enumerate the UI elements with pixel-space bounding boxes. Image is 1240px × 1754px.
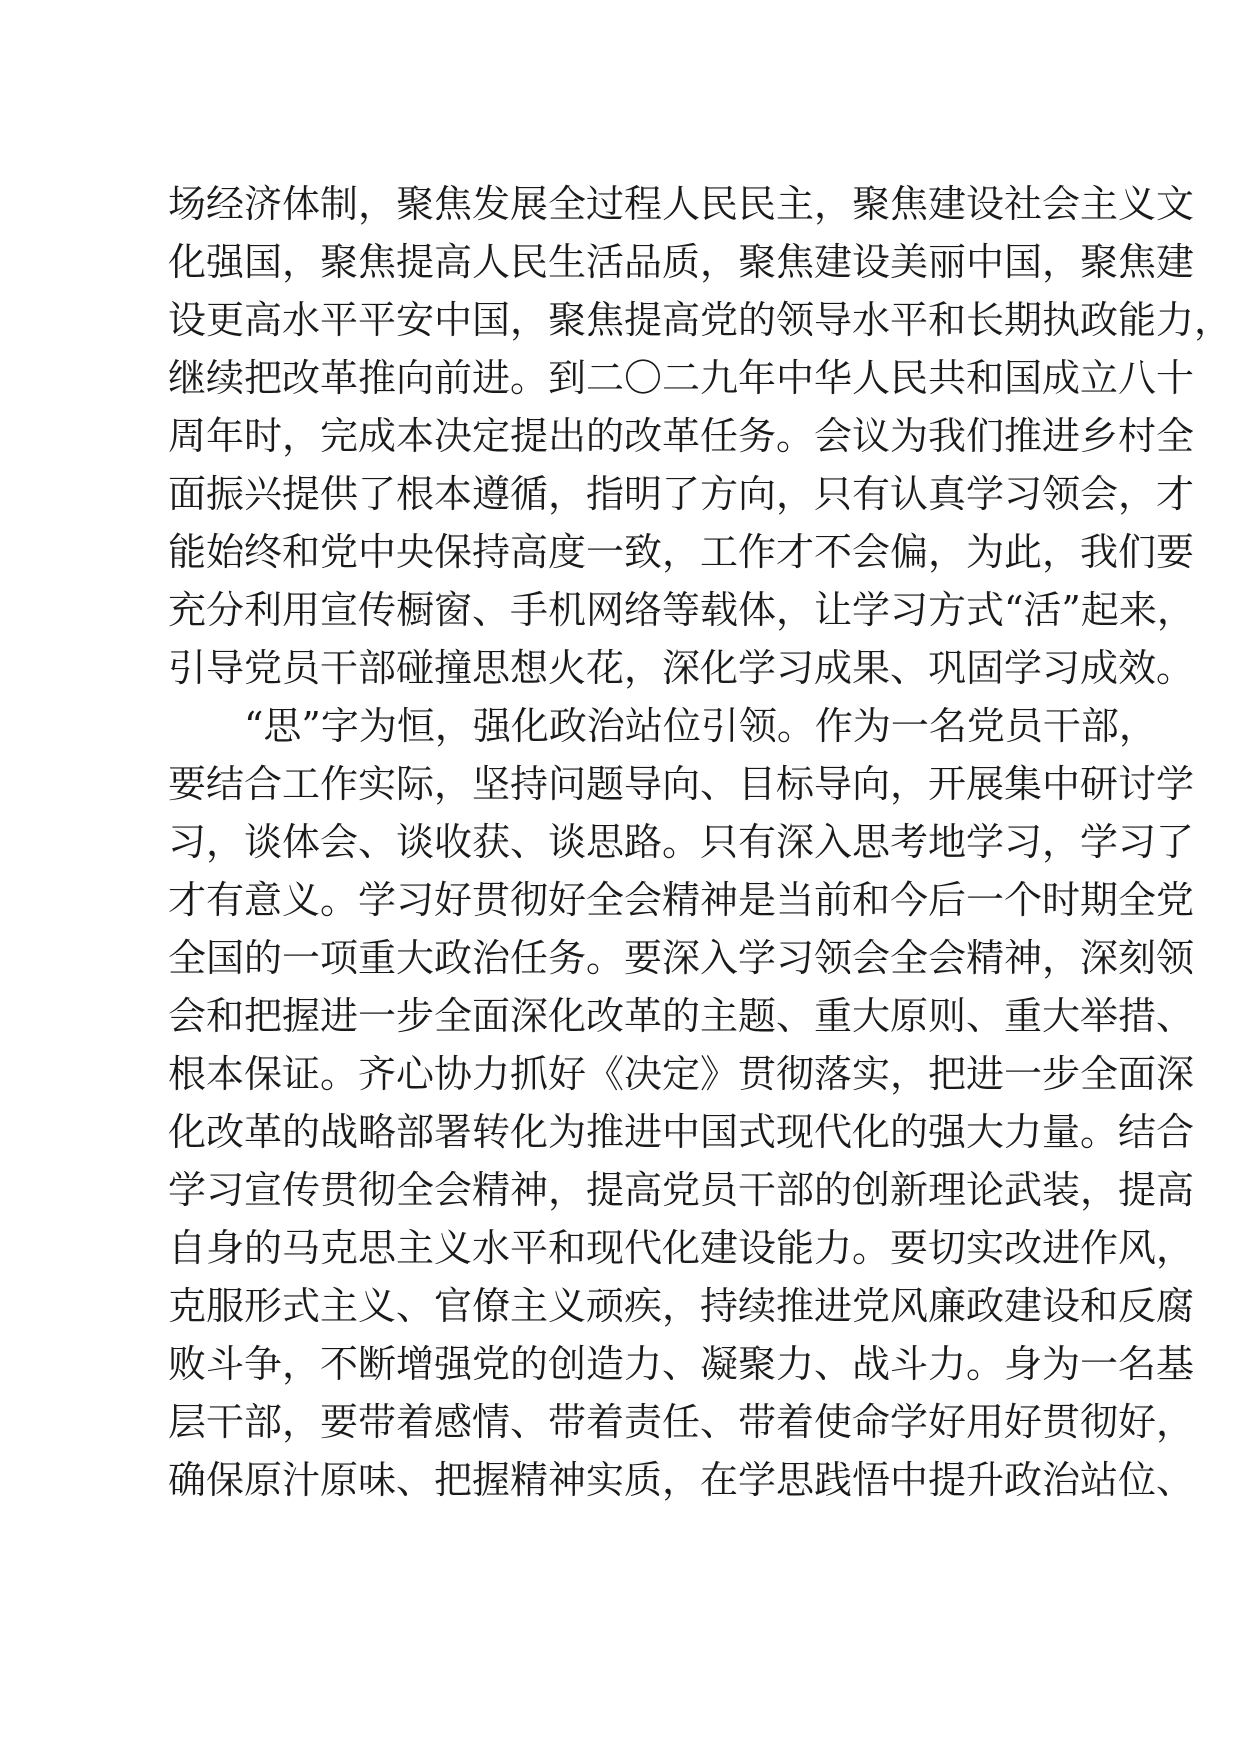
text-line: 全国的一项重大政治任务。要深入学习领会全会精神，深刻领 [168,936,1195,980]
text-line: 能始终和党中央保持高度一致，工作才不会偏，为此，我们要 [168,530,1195,574]
text-line: 会和把握进一步全面深化改革的主题、重大原则、重大举措、 [168,994,1195,1038]
paragraph-first-line: “思”字为恒，强化政治站位引领。作为一名党员干部， [244,704,1157,748]
text-line: 周年时，完成本决定提出的改革任务。会议为我们推进乡村全 [168,414,1195,458]
text-line: 充分利用宣传橱窗、手机网络等载体，让学习方式“活”起来， [168,588,1195,632]
text-line: 学习宣传贯彻全会精神，提高党员干部的创新理论武装，提高 [168,1168,1195,1212]
text-line: 克服形式主义、官僚主义顽疾，持续推进党风廉政建设和反腐 [168,1284,1195,1328]
text-line: 才有意义。学习好贯彻好全会精神是当前和今后一个时期全党 [168,878,1195,922]
text-line: 自身的马克思主义水平和现代化建设能力。要切实改进作风， [168,1226,1195,1270]
text-line: 化强国，聚焦提高人民生活品质，聚焦建设美丽中国，聚焦建 [168,240,1195,284]
text-line: 引导党员干部碰撞思想火花，深化学习成果、巩固学习成效。 [168,646,1195,690]
text-line: 根本保证。齐心协力抓好《决定》贯彻落实，把进一步全面深 [168,1052,1195,1096]
text-line: 习，谈体会、谈收获、谈思路。只有深入思考地学习，学习了 [168,820,1195,864]
text-line: 确保原汁原味、把握精神实质，在学思践悟中提升政治站位、 [168,1458,1195,1502]
text-line: 继续把改革推向前进。到二〇二九年中华人民共和国成立八十 [168,356,1195,400]
text-line: 面振兴提供了根本遵循，指明了方向，只有认真学习领会，才 [168,472,1195,516]
text-line: 设更高水平平安中国，聚焦提高党的领导水平和长期执政能力， [168,298,1233,342]
text-line: 场经济体制，聚焦发展全过程人民民主，聚焦建设社会主义文 [168,182,1195,226]
text-line: 层干部，要带着感情、带着责任、带着使命学好用好贯彻好， [168,1400,1195,1444]
text-line: 要结合工作实际，坚持问题导向、目标导向，开展集中研讨学 [168,762,1195,806]
text-line: 化改革的战略部署转化为推进中国式现代化的强大力量。结合 [168,1110,1195,1154]
document-body [168,175,1233,1509]
text-line: 败斗争，不断增强党的创造力、凝聚力、战斗力。身为一名基 [168,1342,1195,1386]
